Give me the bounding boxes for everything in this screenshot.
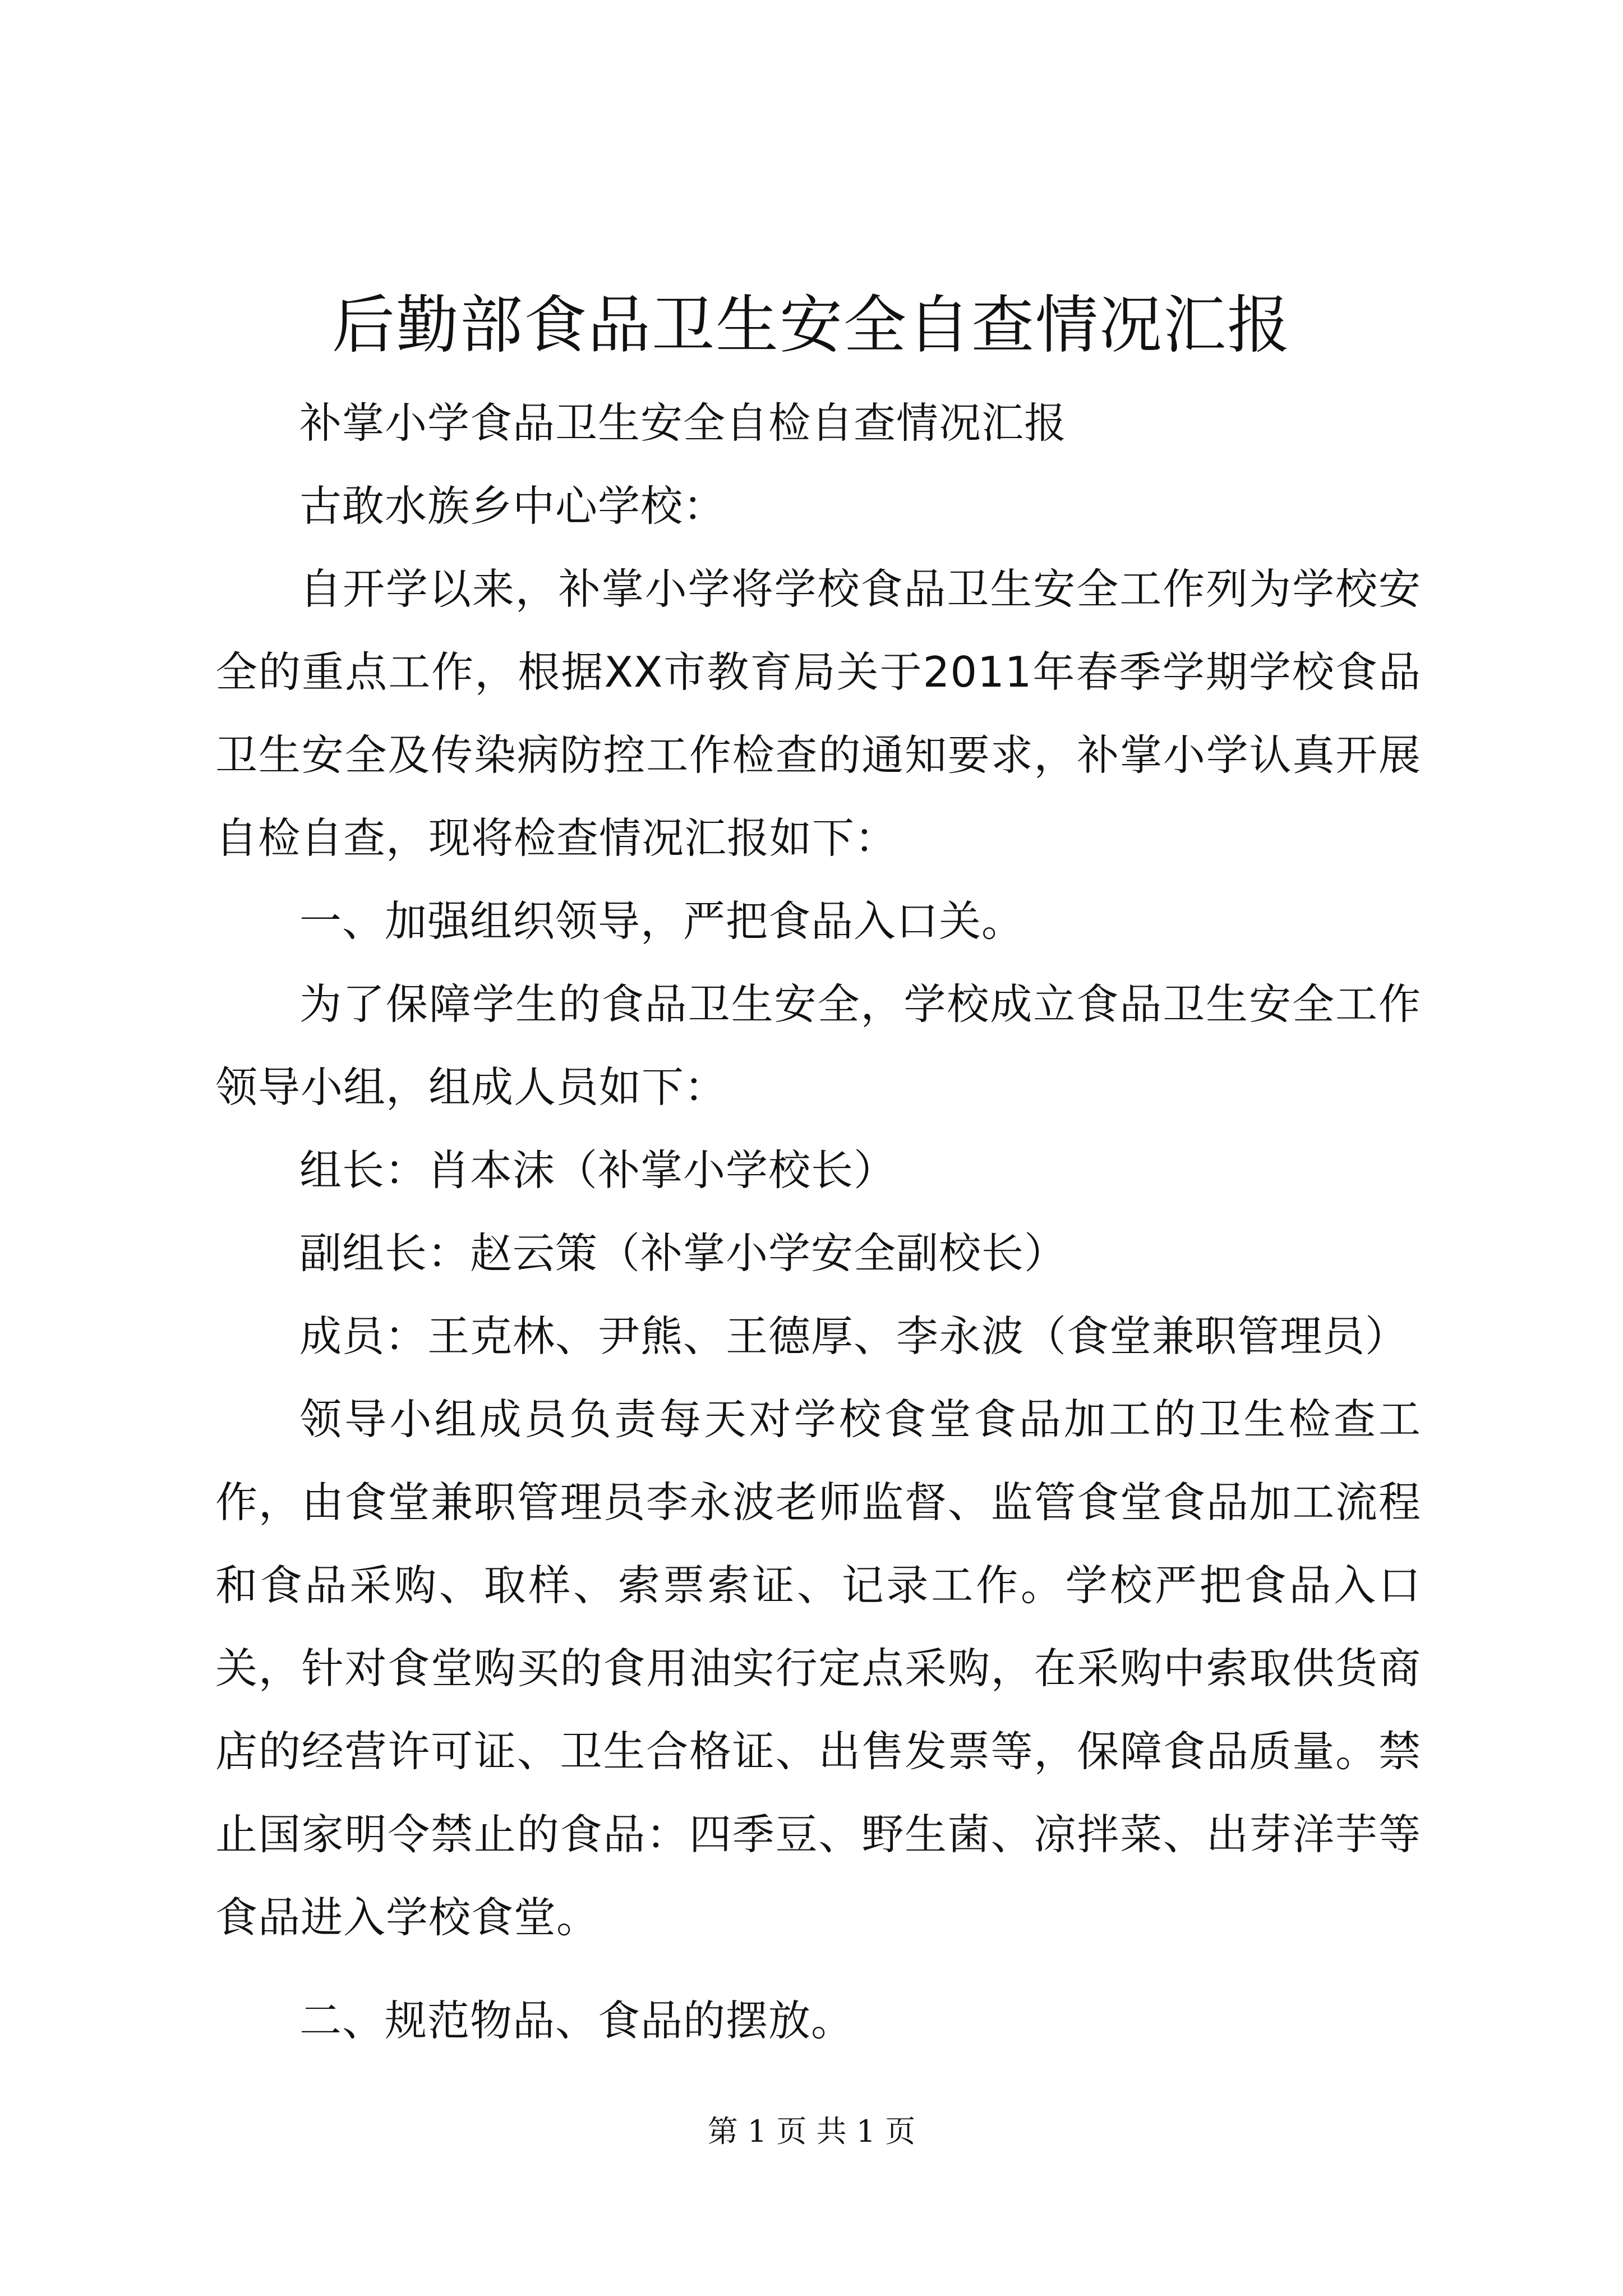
paragraph-leadership-group: 为了保障学生的食品卫生安全，学校成立食品卫生安全工作领导小组，组成人员如下： xyxy=(215,979,1421,1112)
paragraph-group-leader: 组长：肖本沫（补掌小学校长） xyxy=(299,1145,897,1195)
paragraph-subtitle: 补掌小学食品卫生安全自检自查情况汇报 xyxy=(299,398,1067,448)
section-heading-one: 一、加强组织领导，严把食品入口关。 xyxy=(299,896,1025,946)
section-heading-two: 二、规范物品、食品的摆放。 xyxy=(299,1996,854,2045)
page-footer: 第 1 页 共 1 页 xyxy=(707,2114,916,2149)
document-body xyxy=(215,381,1421,2062)
document-title: 后勤部食品卫生安全自查情况汇报 xyxy=(332,289,1291,362)
paragraph-responsibilities: 领导小组成员负责每天对学校食堂食品加工的卫生检查工作，由食堂兼职管理员李永波老师监督、监管食堂食品加工流程和食品采购、取样、索票索证、记录工作。学校严把食品入口关，针对食堂购买的食用油实行定点采购，在采购中索取供货商店的经营许可证、卫生合格证、出售发票等，保障食品质量。禁止国家明令禁止的食品：四季豆、野生菌、凉拌菜、出芽洋芋等食品进入学校食堂。 xyxy=(215,1395,1421,1942)
paragraph-members: 成员：王克林、尹熊、王德厚、李永波（食堂兼职管理员） xyxy=(299,1312,1408,1361)
paragraph-intro: 自开学以来，补掌小学将学校食品卫生安全工作列为学校安全的重点工作，根据XX市教育局关于2011年春季学期学校食品卫生安全及传染病防控工作检查的通知要求，补掌小学认真开展自检自查，现将检查情况汇报如下： xyxy=(215,564,1421,863)
paragraph-deputy-leader: 副组长：赵云策（补掌小学安全副校长） xyxy=(299,1228,1067,1278)
paragraph-recipient: 古敢水族乡中心学校： xyxy=(299,481,726,531)
